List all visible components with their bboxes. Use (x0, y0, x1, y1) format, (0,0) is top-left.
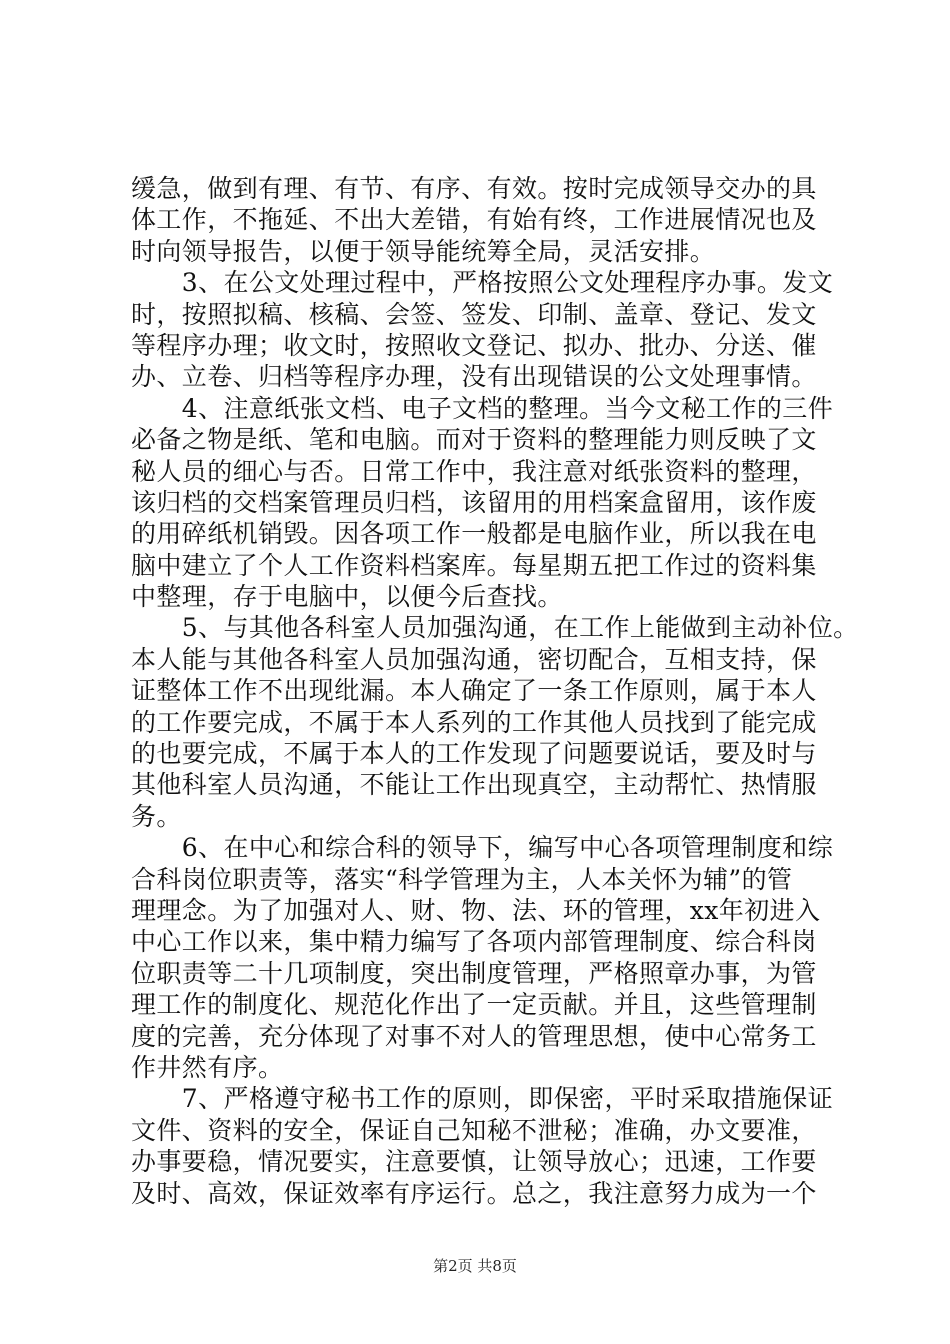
text-line: 脑中建立了个人工作资料档案库。每星期五把工作过的资料集 (131, 550, 817, 580)
text-line: 必备之物是纸、笔和电脑。而对于资料的整理能力则反映了文 (131, 425, 817, 455)
text-line: 务。 (131, 801, 182, 831)
text-line: 及时、高效，保证效率有序运行。总之，我注意努力成为一个 (131, 1178, 817, 1208)
text-line: 理工作的制度化、规范化作出了一定贡献。并且，这些管理制 (131, 990, 817, 1020)
text-line: 中整理，存于电脑中，以便今后查找。 (131, 582, 563, 612)
text-line: 合科岗位职责等，落实“科学管理为主，人本关怀为辅”的管 (131, 864, 793, 894)
text-line: 3、在公文处理过程中，严格按照公文处理程序办事。发文 (131, 268, 834, 298)
text-line: 缓急，做到有理、有节、有序、有效。按时完成领导交办的具 (131, 174, 817, 203)
text-line: 4、注意纸张文档、电子文档的整理。当今文秘工作的三件 (131, 393, 834, 423)
text-line: 文件、资料的安全，保证自己知秘不泄秘；准确，办文要准， (131, 1115, 817, 1145)
text-line: 理理念。为了加强对人、财、物、法、环的管理，xx年初进入 (131, 895, 821, 925)
text-line: 时，按照拟稿、核稿、会签、签发、印制、盖章、登记、发文 (131, 299, 817, 329)
document-body (131, 173, 859, 1209)
text-line: 秘人员的细心与否。日常工作中，我注意对纸张资料的整理， (131, 456, 817, 486)
text-line: 的用碎纸机销毁。因各项工作一般都是电脑作业，所以我在电 (131, 519, 817, 549)
text-line: 证整体工作不出现纰漏。本人确定了一条工作原则，属于本人 (131, 676, 817, 706)
text-line: 时向领导报告，以便于领导能统筹全局，灵活安排。 (131, 236, 716, 266)
text-line: 本人能与其他各科室人员加强沟通，密切配合，互相支持，保 (131, 644, 817, 674)
text-line: 作井然有序。 (131, 1052, 284, 1082)
text-line: 6、在中心和综合科的领导下，编写中心各项管理制度和综 (131, 833, 834, 863)
text-line: 其他科室人员沟通，不能让工作出现真空，主动帮忙、热情服 (131, 770, 817, 800)
text-line: 办事要稳，情况要实，注意要慎，让领导放心；迅速，工作要 (131, 1147, 817, 1177)
text-line: 度的完善，充分体现了对事不对人的管理思想，使中心常务工 (131, 1021, 817, 1051)
text-line: 位职责等二十几项制度，突出制度管理，严格照章办事，为管 (131, 958, 817, 988)
text-line: 的工作要完成，不属于本人系列的工作其他人员找到了能完成 (131, 707, 817, 737)
text-line: 的也要完成，不属于本人的工作发现了问题要说话，要及时与 (131, 739, 817, 769)
text-line: 5、与其他各科室人员加强沟通，在工作上能做到主动补位。 (131, 613, 859, 643)
text-line: 体工作，不拖延、不出大差错，有始有终，工作进展情况也及 (131, 205, 817, 235)
text-line: 中心工作以来，集中精力编写了各项内部管理制度、综合科岗 (131, 927, 817, 957)
text-line: 等程序办理；收文时，按照收文登记、拟办、批办、分送、催 (131, 330, 817, 360)
page-number-footer: 第2页 共8页 (433, 1257, 517, 1275)
text-line: 7、严格遵守秘书工作的原则，即保密，平时采取措施保证 (131, 1084, 834, 1114)
text-line: 办、立卷、归档等程序办理，没有出现错误的公文处理事情。 (131, 362, 817, 392)
text-line: 该归档的交档案管理员归档，该留用的用档案盒留用，该作废 (131, 487, 817, 517)
